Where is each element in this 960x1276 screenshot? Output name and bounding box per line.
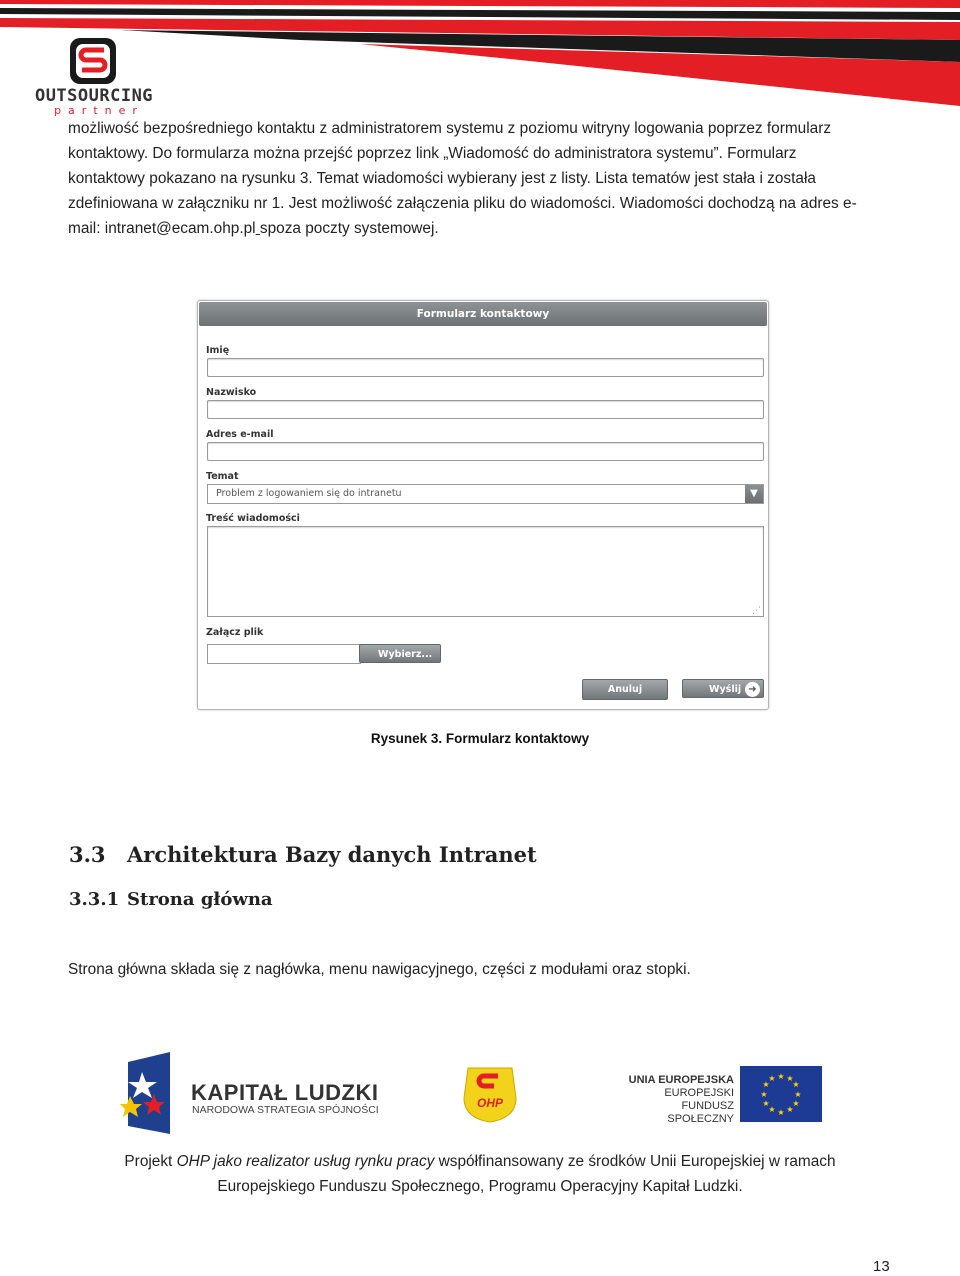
intro-line-5-prefix: mail: xyxy=(68,220,105,237)
subject-select[interactable] xyxy=(207,484,764,504)
resize-grip-icon[interactable]: ⋰ xyxy=(752,606,761,616)
email-label: Adres e-mail xyxy=(206,429,274,440)
last-name-label: Nazwisko xyxy=(206,387,257,398)
chevron-down-icon[interactable]: ▼ xyxy=(745,485,763,503)
kl-sub: NARODOWA STRATEGIA SPÓJNOŚCI xyxy=(192,1104,379,1116)
choose-file-button[interactable]: Wybierz... xyxy=(359,644,441,663)
email-link[interactable]: intranet@ecam.ohp.pl xyxy=(104,220,256,237)
first-name-input[interactable] xyxy=(207,358,764,377)
eu-text xyxy=(622,1074,734,1126)
first-name-label: Imię xyxy=(206,345,230,356)
arrow-right-icon: ➜ xyxy=(745,682,760,697)
ohp-shield-icon xyxy=(462,1064,518,1124)
section-number: 3.3 xyxy=(69,842,106,867)
kapital-ludzki-emblem-icon xyxy=(120,1050,174,1136)
figure-caption: Rysunek 3. Formularz kontaktowy xyxy=(370,731,590,746)
kl-title: KAPITAŁ LUDZKI xyxy=(191,1080,379,1105)
send-button[interactable] xyxy=(682,679,764,698)
attach-label: Załącz plik xyxy=(206,627,264,638)
intro-line-3: kontaktowy pokazano na rysunku 3. Temat wiadomości wybierany jest z listy. Lista tematów jest stała i została xyxy=(68,170,816,187)
svg-text:★: ★ xyxy=(768,1074,776,1083)
company-logo xyxy=(28,36,160,116)
footer-suffix: współfinansowany ze środków Unii Europejskiej w ramach xyxy=(434,1153,836,1170)
footer-italic: OHP jako realizator usług rynku pracy xyxy=(176,1153,435,1170)
svg-text:★: ★ xyxy=(786,1074,794,1083)
ohp-logo xyxy=(462,1064,518,1124)
logo-mark-icon xyxy=(68,36,118,86)
contact-form-figure xyxy=(197,300,769,710)
subject-value: Problem z logowaniem się do intranetu xyxy=(216,488,402,499)
subsection-heading xyxy=(69,889,273,910)
kapital-ludzki-logo xyxy=(120,1050,380,1140)
svg-text:★: ★ xyxy=(777,1108,785,1117)
file-path-input[interactable] xyxy=(207,644,361,664)
svg-text:★: ★ xyxy=(794,1090,802,1099)
svg-text:★: ★ xyxy=(760,1090,768,1099)
eu-logo xyxy=(622,1066,822,1125)
last-name-input[interactable] xyxy=(207,400,764,419)
eu-flag xyxy=(740,1066,822,1122)
intro-line-5-suffix: spoza poczty systemowej. xyxy=(259,220,439,237)
cancel-button[interactable]: Anuluj xyxy=(582,679,668,700)
footer-prefix: Projekt xyxy=(124,1153,177,1170)
intro-line-2: kontaktowy. Do formularza można przejść poprzez link „Wiadomość do administratora systemu”. Formularz xyxy=(68,145,797,162)
intro-line-5 xyxy=(68,216,892,241)
svg-text:★: ★ xyxy=(768,1105,776,1114)
eu-line-3: FUNDUSZ SPOŁECZNY xyxy=(667,1100,734,1125)
svg-text:★: ★ xyxy=(792,1099,800,1108)
section-title: Architektura Bazy danych Intranet xyxy=(127,842,537,867)
send-button-label: Wyślij xyxy=(709,684,742,695)
eu-line-2: EUROPEJSKI xyxy=(664,1087,734,1099)
ohp-text: OHP xyxy=(476,1096,503,1110)
footer-line-2: Europejskiego Funduszu Społecznego, Programu Operacyjny Kapitał Ludzki. xyxy=(217,1178,743,1195)
intro-line-1: możliwość bezpośredniego kontaktu z administratorem systemu z poziomu witryny logowania poprzez formularz xyxy=(68,120,832,137)
eu-stars-icon xyxy=(740,1066,822,1122)
footer-line-1 xyxy=(68,1149,892,1174)
eu-line-1: UNIA EUROPEJSKA xyxy=(628,1074,734,1086)
svg-text:★: ★ xyxy=(762,1099,770,1108)
subject-label: Temat xyxy=(206,471,239,482)
svg-text:★: ★ xyxy=(777,1072,785,1081)
message-textarea[interactable] xyxy=(207,526,764,617)
page-number: 13 xyxy=(873,1258,890,1275)
logo-sub: partner xyxy=(54,104,144,117)
subsection-title: Strona główna xyxy=(127,889,273,910)
subsection-number: 3.3.1 xyxy=(69,889,120,910)
subsection-text: Strona główna składa się z nagłówka, menu nawigacyjnego, części z modułami oraz stopki. xyxy=(68,961,691,978)
svg-text:★: ★ xyxy=(786,1105,794,1114)
message-label: Treść wiadomości xyxy=(206,513,300,524)
email-input[interactable] xyxy=(207,442,764,461)
svg-text:★: ★ xyxy=(792,1080,800,1089)
form-title: Formularz kontaktowy xyxy=(199,302,767,326)
logo-name: OUTSOURCING xyxy=(34,86,154,106)
intro-line-4: zdefiniowana w załączniku nr 1. Jest możliwość załączenia pliku do wiadomości. Wiadomości dochodzą na adres e- xyxy=(68,195,857,212)
svg-text:★: ★ xyxy=(762,1080,770,1089)
section-heading xyxy=(69,842,537,867)
